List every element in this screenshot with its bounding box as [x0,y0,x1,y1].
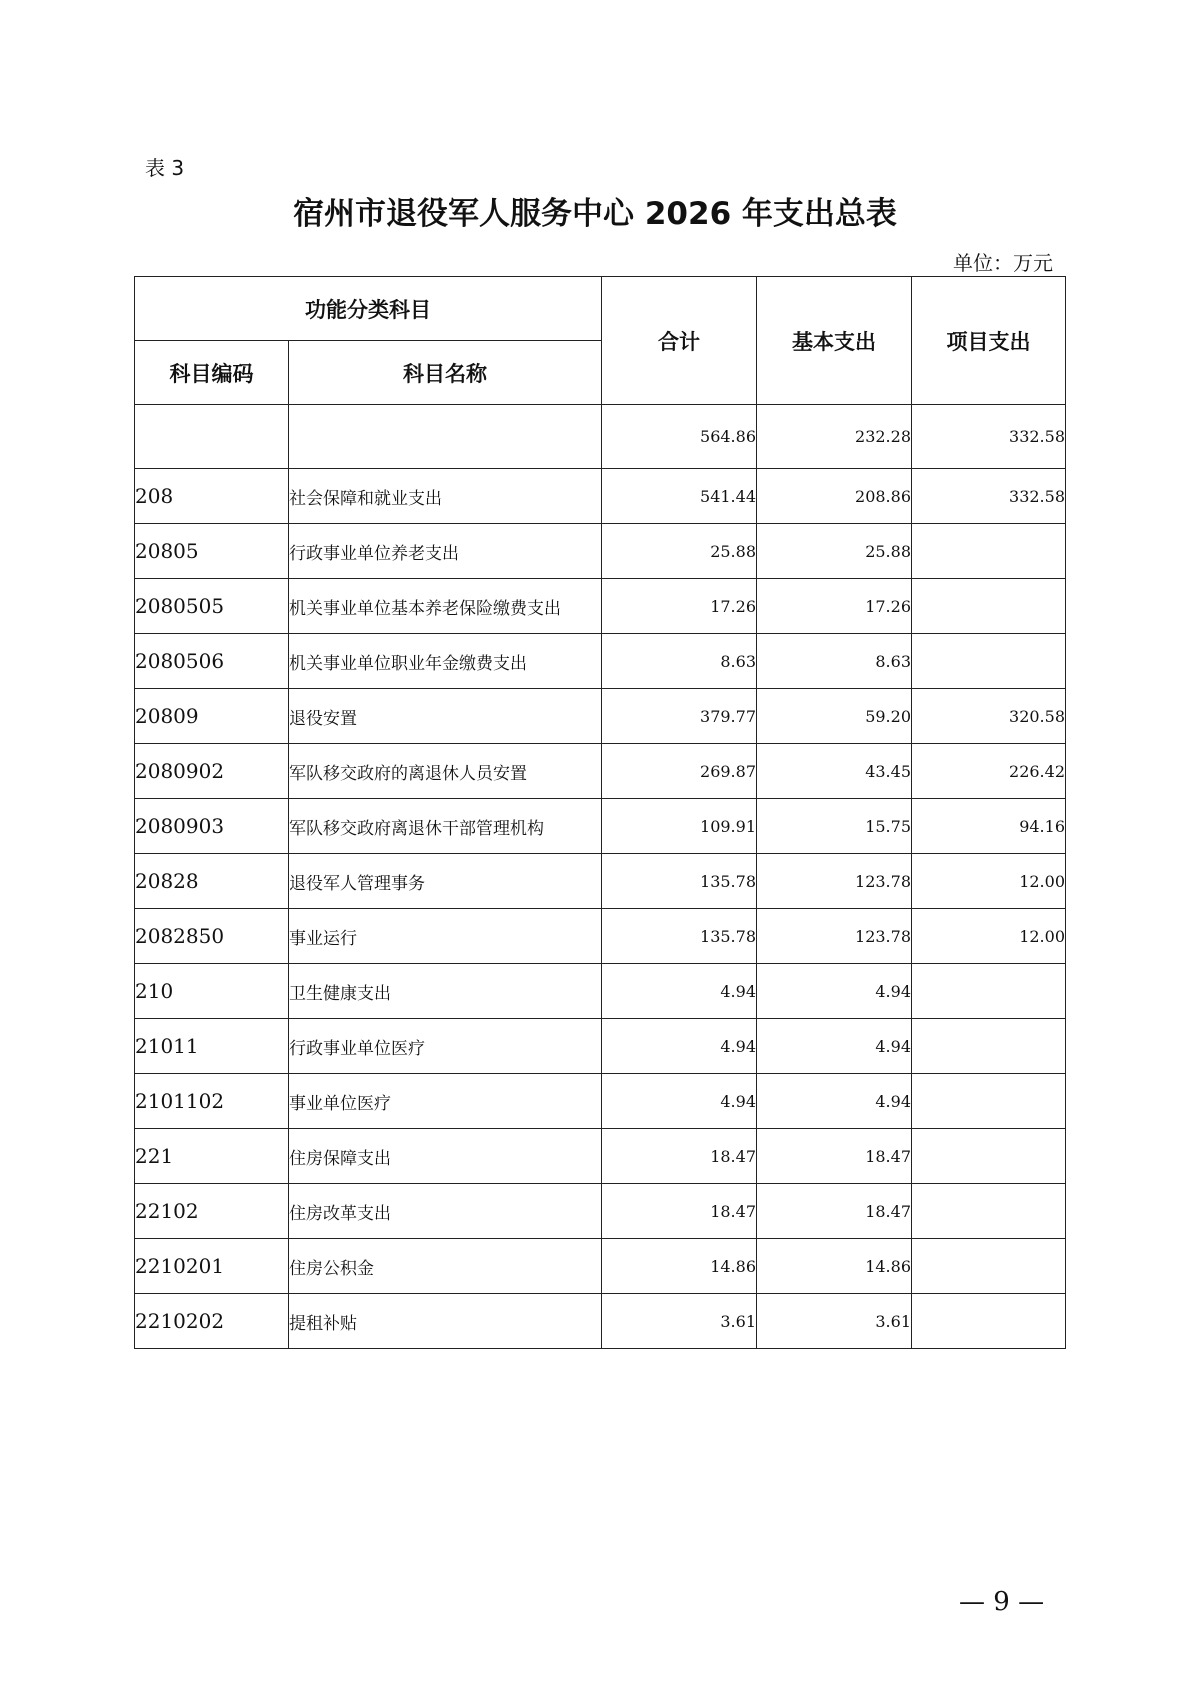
row-name: 提租补贴 [289,1294,602,1349]
row-project [912,634,1066,689]
table-row [135,579,1066,634]
row-code: 2210201 [135,1239,289,1294]
row-project: 12.00 [912,909,1066,964]
row-project [912,1074,1066,1129]
header-total: 合计 [602,277,757,405]
table-row [135,909,1066,964]
row-name: 社会保障和就业支出 [289,469,602,524]
row-basic: 4.94 [757,1074,912,1129]
row-code: 2082850 [135,909,289,964]
row-name: 卫生健康支出 [289,964,602,1019]
table-row [135,689,1066,744]
row-total: 25.88 [602,524,757,579]
table-row [135,1074,1066,1129]
row-basic: 208.86 [757,469,912,524]
row-code: 221 [135,1129,289,1184]
expenditure-table [134,276,1066,1349]
row-project [912,1294,1066,1349]
row-total: 3.61 [602,1294,757,1349]
row-basic: 18.47 [757,1129,912,1184]
row-basic: 123.78 [757,854,912,909]
row-code: 2210202 [135,1294,289,1349]
row-name: 军队移交政府的离退休人员安置 [289,744,602,799]
row-basic: 8.63 [757,634,912,689]
row-name: 住房保障支出 [289,1129,602,1184]
row-total: 14.86 [602,1239,757,1294]
row-basic: 15.75 [757,799,912,854]
row-project: 332.58 [912,469,1066,524]
row-project [912,524,1066,579]
row-code: 22102 [135,1184,289,1239]
row-code: 2101102 [135,1074,289,1129]
row-code: 208 [135,469,289,524]
total-basic: 232.28 [757,405,912,469]
row-basic: 4.94 [757,1019,912,1074]
row-total: 18.47 [602,1129,757,1184]
row-total: 109.91 [602,799,757,854]
row-basic: 59.20 [757,689,912,744]
header-name: 科目名称 [289,341,602,405]
table-row [135,744,1066,799]
header-project: 项目支出 [912,277,1066,405]
row-code: 2080903 [135,799,289,854]
row-total: 135.78 [602,909,757,964]
table-row [135,799,1066,854]
total-project: 332.58 [912,405,1066,469]
row-total: 17.26 [602,579,757,634]
row-basic: 25.88 [757,524,912,579]
row-code: 20809 [135,689,289,744]
row-name: 机关事业单位职业年金缴费支出 [289,634,602,689]
row-project: 320.58 [912,689,1066,744]
table-row [135,1294,1066,1349]
row-code: 2080506 [135,634,289,689]
row-name: 住房改革支出 [289,1184,602,1239]
table-row [135,634,1066,689]
total-code [135,405,289,469]
row-name: 退役安置 [289,689,602,744]
table-row [135,1239,1066,1294]
table-row [135,524,1066,579]
row-project: 226.42 [912,744,1066,799]
row-code: 20828 [135,854,289,909]
table-row [135,1019,1066,1074]
row-project [912,964,1066,1019]
row-project: 12.00 [912,854,1066,909]
table-label: 表 3 [145,156,185,180]
total-name [289,405,602,469]
row-name: 军队移交政府离退休干部管理机构 [289,799,602,854]
unit-label: 单位：万元 [953,251,1053,275]
table-row [135,469,1066,524]
row-basic: 123.78 [757,909,912,964]
header-code: 科目编码 [135,341,289,405]
row-basic: 43.45 [757,744,912,799]
header-basic: 基本支出 [757,277,912,405]
row-code: 210 [135,964,289,1019]
row-total: 4.94 [602,964,757,1019]
row-project [912,1019,1066,1074]
row-name: 事业运行 [289,909,602,964]
row-project [912,1239,1066,1294]
row-total: 379.77 [602,689,757,744]
row-project [912,1129,1066,1184]
row-total: 135.78 [602,854,757,909]
row-code: 21011 [135,1019,289,1074]
row-total: 4.94 [602,1019,757,1074]
table-row [135,854,1066,909]
row-code: 2080505 [135,579,289,634]
row-total: 18.47 [602,1184,757,1239]
row-name: 机关事业单位基本养老保险缴费支出 [289,579,602,634]
row-basic: 4.94 [757,964,912,1019]
row-code: 20805 [135,524,289,579]
row-name: 行政事业单位养老支出 [289,524,602,579]
row-total: 541.44 [602,469,757,524]
row-name: 退役军人管理事务 [289,854,602,909]
table-row [135,964,1066,1019]
table-row [135,1129,1066,1184]
row-total: 269.87 [602,744,757,799]
row-total: 4.94 [602,1074,757,1129]
page-title: 宿州市退役军人服务中心 2026 年支出总表 [293,196,897,232]
row-name: 事业单位医疗 [289,1074,602,1129]
row-basic: 17.26 [757,579,912,634]
row-basic: 18.47 [757,1184,912,1239]
total-row [135,405,1066,469]
row-project [912,1184,1066,1239]
header-function-category: 功能分类科目 [135,277,602,341]
row-project: 94.16 [912,799,1066,854]
row-basic: 14.86 [757,1239,912,1294]
row-name: 行政事业单位医疗 [289,1019,602,1074]
row-project [912,579,1066,634]
row-basic: 3.61 [757,1294,912,1349]
total-amount: 564.86 [602,405,757,469]
row-total: 8.63 [602,634,757,689]
row-name: 住房公积金 [289,1239,602,1294]
row-code: 2080902 [135,744,289,799]
table-row [135,1184,1066,1239]
page-number: — 9 — [959,1587,1045,1617]
